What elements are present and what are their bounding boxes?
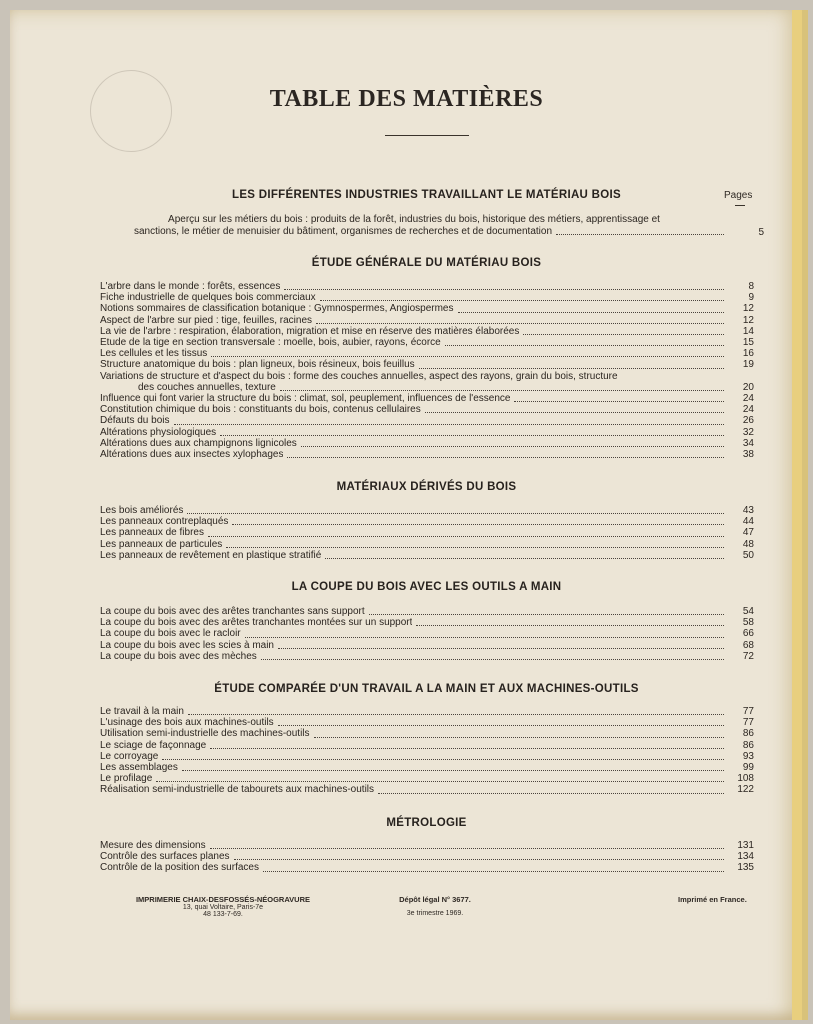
toc-entry-label: Les panneaux de fibres [100, 527, 204, 539]
leader-dots [287, 449, 724, 458]
leader-dots [316, 315, 724, 324]
toc-entry-page: 72 [742, 650, 754, 662]
toc-entry-page: 24 [742, 393, 754, 405]
leader-dots [211, 348, 724, 357]
leader-dots [226, 539, 724, 548]
toc-entry [100, 773, 754, 784]
toc-entry-page: 66 [742, 628, 754, 640]
toc-entry-label: L'arbre dans le monde : forêts, essences [100, 281, 281, 292]
section-heading-etude-generale: ÉTUDE GÉNÉRALE DU MATÉRIAU BOIS [311, 257, 542, 269]
toc-entry [100, 840, 754, 851]
toc-entry [100, 762, 754, 773]
toc-entry [100, 640, 754, 651]
leader-dots [314, 729, 724, 738]
leader-dots [245, 629, 724, 638]
toc-list-coupe-du-bois [100, 606, 754, 662]
toc-entry-label: Structure anatomique du bois : plan ligneux, bois résineux, bois feuillus [100, 359, 415, 371]
toc-entry [100, 706, 754, 717]
leader-dots [419, 360, 724, 369]
toc-entry-label: Altérations physiologiques [100, 426, 217, 438]
leader-dots [514, 393, 724, 402]
leader-dots [263, 863, 724, 872]
leader-dots [416, 617, 724, 626]
toc-entry [100, 404, 754, 415]
toc-entry-page: 9 [748, 292, 754, 304]
toc-entry [100, 550, 754, 561]
leader-dots [210, 740, 724, 749]
toc-entry [100, 393, 754, 404]
toc-entry-page: 32 [742, 426, 754, 438]
toc-entry-page: 34 [742, 437, 754, 449]
toc-entry-label: Les cellules et les tissus [100, 348, 208, 360]
toc-entry-page: 26 [742, 415, 754, 427]
toc-entry-page: 108 [737, 773, 754, 785]
toc-entry-page: 15 [742, 337, 754, 349]
toc-entry [100, 359, 754, 370]
leader-dots [458, 304, 725, 313]
toc-entry-label: La coupe du bois avec des mèches [100, 650, 257, 662]
toc-entry [100, 315, 754, 326]
toc-entry-label: Altérations dues aux champignons lignicoles [100, 437, 297, 449]
leader-dots [445, 337, 724, 346]
toc-entry [100, 505, 754, 516]
toc-entry [100, 292, 754, 303]
section-heading-materiaux-derives: MATÉRIAUX DÉRIVÉS DU BOIS [336, 481, 517, 493]
toc-entry-label: La vie de l'arbre : respiration, élaboration, migration et mise en réserve des matières élaborées [100, 325, 520, 337]
toc-entry-page: 19 [742, 359, 754, 371]
toc-entry-label: Constitution chimique du bois : constituants du bois, contenus cellulaires [100, 404, 421, 416]
toc-entry [100, 427, 754, 438]
section-heading-metrologie: MÉTROLOGIE [386, 817, 467, 829]
toc-entry [100, 337, 754, 348]
toc-entry [100, 527, 754, 538]
toc-entry [100, 348, 754, 359]
toc-entry-label: Les panneaux de particules [100, 538, 223, 550]
toc-entry-page: 86 [742, 728, 754, 740]
leader-dots [378, 785, 724, 794]
toc-entry [100, 438, 754, 449]
toc-entry-page: 54 [742, 606, 754, 617]
toc-entry-label: Mesure des dimensions [100, 840, 206, 851]
toc-entry [100, 303, 754, 314]
toc-entry-label: La coupe du bois avec les scies à main [100, 639, 274, 651]
toc-entry-page: 50 [742, 549, 754, 561]
toc-entry [100, 728, 754, 739]
section-heading-industries: LES DIFFÉRENTES INDUSTRIES TRAVAILLANT LE MATÉRIAU BOIS [232, 189, 621, 201]
toc-entry-label: Contrôle des surfaces planes [100, 851, 230, 863]
toc-entry-page: 134 [737, 851, 754, 863]
toc-entry [100, 371, 754, 382]
toc-entry-label: Défauts du bois [100, 415, 170, 427]
toc-entry-label: L'usinage des bois aux machines-outils [100, 717, 274, 729]
toc-entry-label: Les assemblages [100, 762, 178, 774]
toc-list-metrologie [100, 840, 754, 874]
toc-entry [100, 415, 754, 426]
depot-quarter: 3e trimestre 1969. [406, 910, 464, 917]
toc-entry-page: 122 [737, 784, 754, 796]
toc-entry-label: Les bois améliorés [100, 505, 184, 516]
toc-entry-page: 43 [742, 505, 754, 516]
toc-entry-label: La coupe du bois avec le racloir [100, 628, 241, 640]
toc-entry-page: 48 [742, 538, 754, 550]
printer-code: 48 133-7-69. [203, 911, 243, 918]
leader-dots [301, 438, 724, 447]
toc-entry-label: Altérations dues aux insectes xylophages [100, 449, 284, 461]
toc-entry-page: 8 [748, 281, 754, 292]
depot-legal: Dépôt légal N° 3677. [399, 895, 471, 904]
toc-entry-page: 44 [742, 516, 754, 528]
toc-entry-page: 20 [742, 381, 754, 393]
leader-dots [156, 773, 724, 782]
toc-entry-continuation [100, 382, 754, 393]
toc-entry-label: Aspect de l'arbre sur pied : tige, feuilles, racines [100, 314, 313, 326]
toc-entry-label: Le travail à la main [100, 706, 184, 717]
leader-dots [188, 706, 724, 715]
toc-entry-label: Influence qui font varier la structure du bois : climat, sol, peuplement, influences de l'essence [100, 393, 511, 405]
toc-entry [100, 628, 754, 639]
toc-entry [100, 281, 754, 292]
leader-dots [556, 226, 724, 235]
toc-entry-label: Réalisation semi-industrielle de tabourets aux machines-outils [100, 784, 375, 796]
leader-dots [425, 404, 724, 413]
toc-list-materiaux-derives [100, 505, 754, 561]
toc-entry-label: Etude de la tige en section transversale : moelle, bois, aubier, rayons, écorce [100, 337, 441, 349]
toc-entry-page: 12 [742, 303, 754, 315]
toc-entry-page: 68 [742, 639, 754, 651]
leader-dots [182, 762, 724, 771]
intro-entry [100, 214, 728, 237]
title-underline [385, 135, 469, 136]
page-edge [792, 10, 802, 1020]
leader-dots [280, 382, 724, 391]
toc-entry-page: 58 [742, 617, 754, 629]
toc-entry [100, 326, 754, 337]
leader-dots [325, 550, 724, 559]
toc-entry [100, 717, 754, 728]
toc-entry-page: 77 [742, 717, 754, 729]
toc-entry-page: 135 [737, 862, 754, 874]
toc-entry-label: Les panneaux de revêtement en plastique stratifié [100, 549, 322, 561]
leader-dots [369, 606, 724, 615]
page-title: TABLE DES MATIÈRES [269, 86, 544, 112]
leader-dots [174, 416, 725, 425]
toc-entry [100, 606, 754, 617]
toc-entry-page: 99 [742, 762, 754, 774]
toc-entry-page: 14 [742, 325, 754, 337]
pages-underline [735, 205, 745, 206]
leader-dots [261, 651, 724, 660]
toc-entry-label: Le corroyage [100, 750, 159, 762]
footer-printer [108, 895, 338, 918]
toc-entry-page: 77 [742, 706, 754, 717]
leader-dots [234, 851, 724, 860]
leader-dots [187, 505, 724, 514]
toc-list-etude-generale [100, 281, 754, 460]
toc-entry-page: 93 [742, 750, 754, 762]
toc-entry-page: 86 [742, 739, 754, 751]
toc-entry-label: Variations de structure et d'aspect du bois : forme des couches annuelles, aspect des rayons, grain du bois, structure [100, 370, 618, 382]
toc-entry [100, 617, 754, 628]
toc-entry [100, 862, 754, 873]
toc-entry [100, 784, 754, 795]
pages-column-label: Pages [724, 190, 753, 201]
toc-entry [100, 740, 754, 751]
toc-entry-page: 24 [742, 404, 754, 416]
leader-dots [320, 292, 724, 301]
leader-dots [210, 840, 724, 849]
leader-dots [278, 640, 724, 649]
footer-printed-in: Imprimé en France. [678, 895, 747, 904]
intro-line-2: sanctions, le métier de menuisier du bâtiment, organismes de recherches et de documentation [134, 225, 553, 237]
intro-line-1: Aperçu sur les métiers du bois : produits de la forêt, industries du bois, historique des métiers, apprentissage et [168, 214, 660, 225]
leader-dots [284, 281, 724, 290]
toc-entry-page: 131 [737, 840, 754, 851]
intro-page-number: 5 [758, 227, 764, 238]
toc-entry-label: Le sciage de façonnage [100, 739, 207, 751]
printer-address: 13, quai Voltaire, Paris-7e [182, 904, 264, 911]
toc-list-etude-comparee [100, 706, 754, 796]
leader-dots [208, 528, 724, 537]
toc-entry [100, 751, 754, 762]
section-heading-coupe-du-bois: LA COUPE DU BOIS AVEC LES OUTILS A MAIN [291, 581, 562, 593]
toc-entry-label: Utilisation semi-industrielle des machines-outils [100, 728, 310, 740]
toc-entry-label-cont: des couches annuelles, texture [138, 381, 276, 393]
toc-entry [100, 539, 754, 550]
toc-entry-page: 16 [742, 348, 754, 360]
section-heading-etude-comparee: ÉTUDE COMPARÉE D'UN TRAVAIL A LA MAIN ET AUX MACHINES-OUTILS [214, 683, 639, 695]
leader-dots [220, 427, 724, 436]
toc-entry-label: La coupe du bois avec des arêtes tranchantes sans support [100, 606, 365, 617]
toc-entry [100, 516, 754, 527]
toc-entry-page: 12 [742, 314, 754, 326]
toc-entry-label: Notions sommaires de classification botanique : Gymnospermes, Angiospermes [100, 303, 454, 315]
leader-dots [232, 516, 724, 525]
printer-name: IMPRIMERIE CHAIX-DESFOSSÉS-NÉOGRAVURE [135, 895, 311, 904]
toc-entry [100, 651, 754, 662]
toc-entry-label: La coupe du bois avec des arêtes tranchantes montées sur un support [100, 617, 413, 629]
leader-dots [523, 326, 724, 335]
toc-entry [100, 449, 754, 460]
leader-dots [278, 717, 724, 726]
toc-entry-label: Fiche industrielle de quelques bois commerciaux [100, 292, 316, 304]
toc-entry-page: 47 [742, 527, 754, 539]
toc-entry-label: Le profilage [100, 773, 153, 785]
toc-entry-label: Les panneaux contreplaqués [100, 516, 229, 528]
toc-entry-page: 38 [742, 449, 754, 461]
leader-dots [162, 751, 724, 760]
footer-depot [380, 895, 490, 917]
toc-entry [100, 851, 754, 862]
toc-entry-label: Contrôle de la position des surfaces [100, 862, 259, 874]
